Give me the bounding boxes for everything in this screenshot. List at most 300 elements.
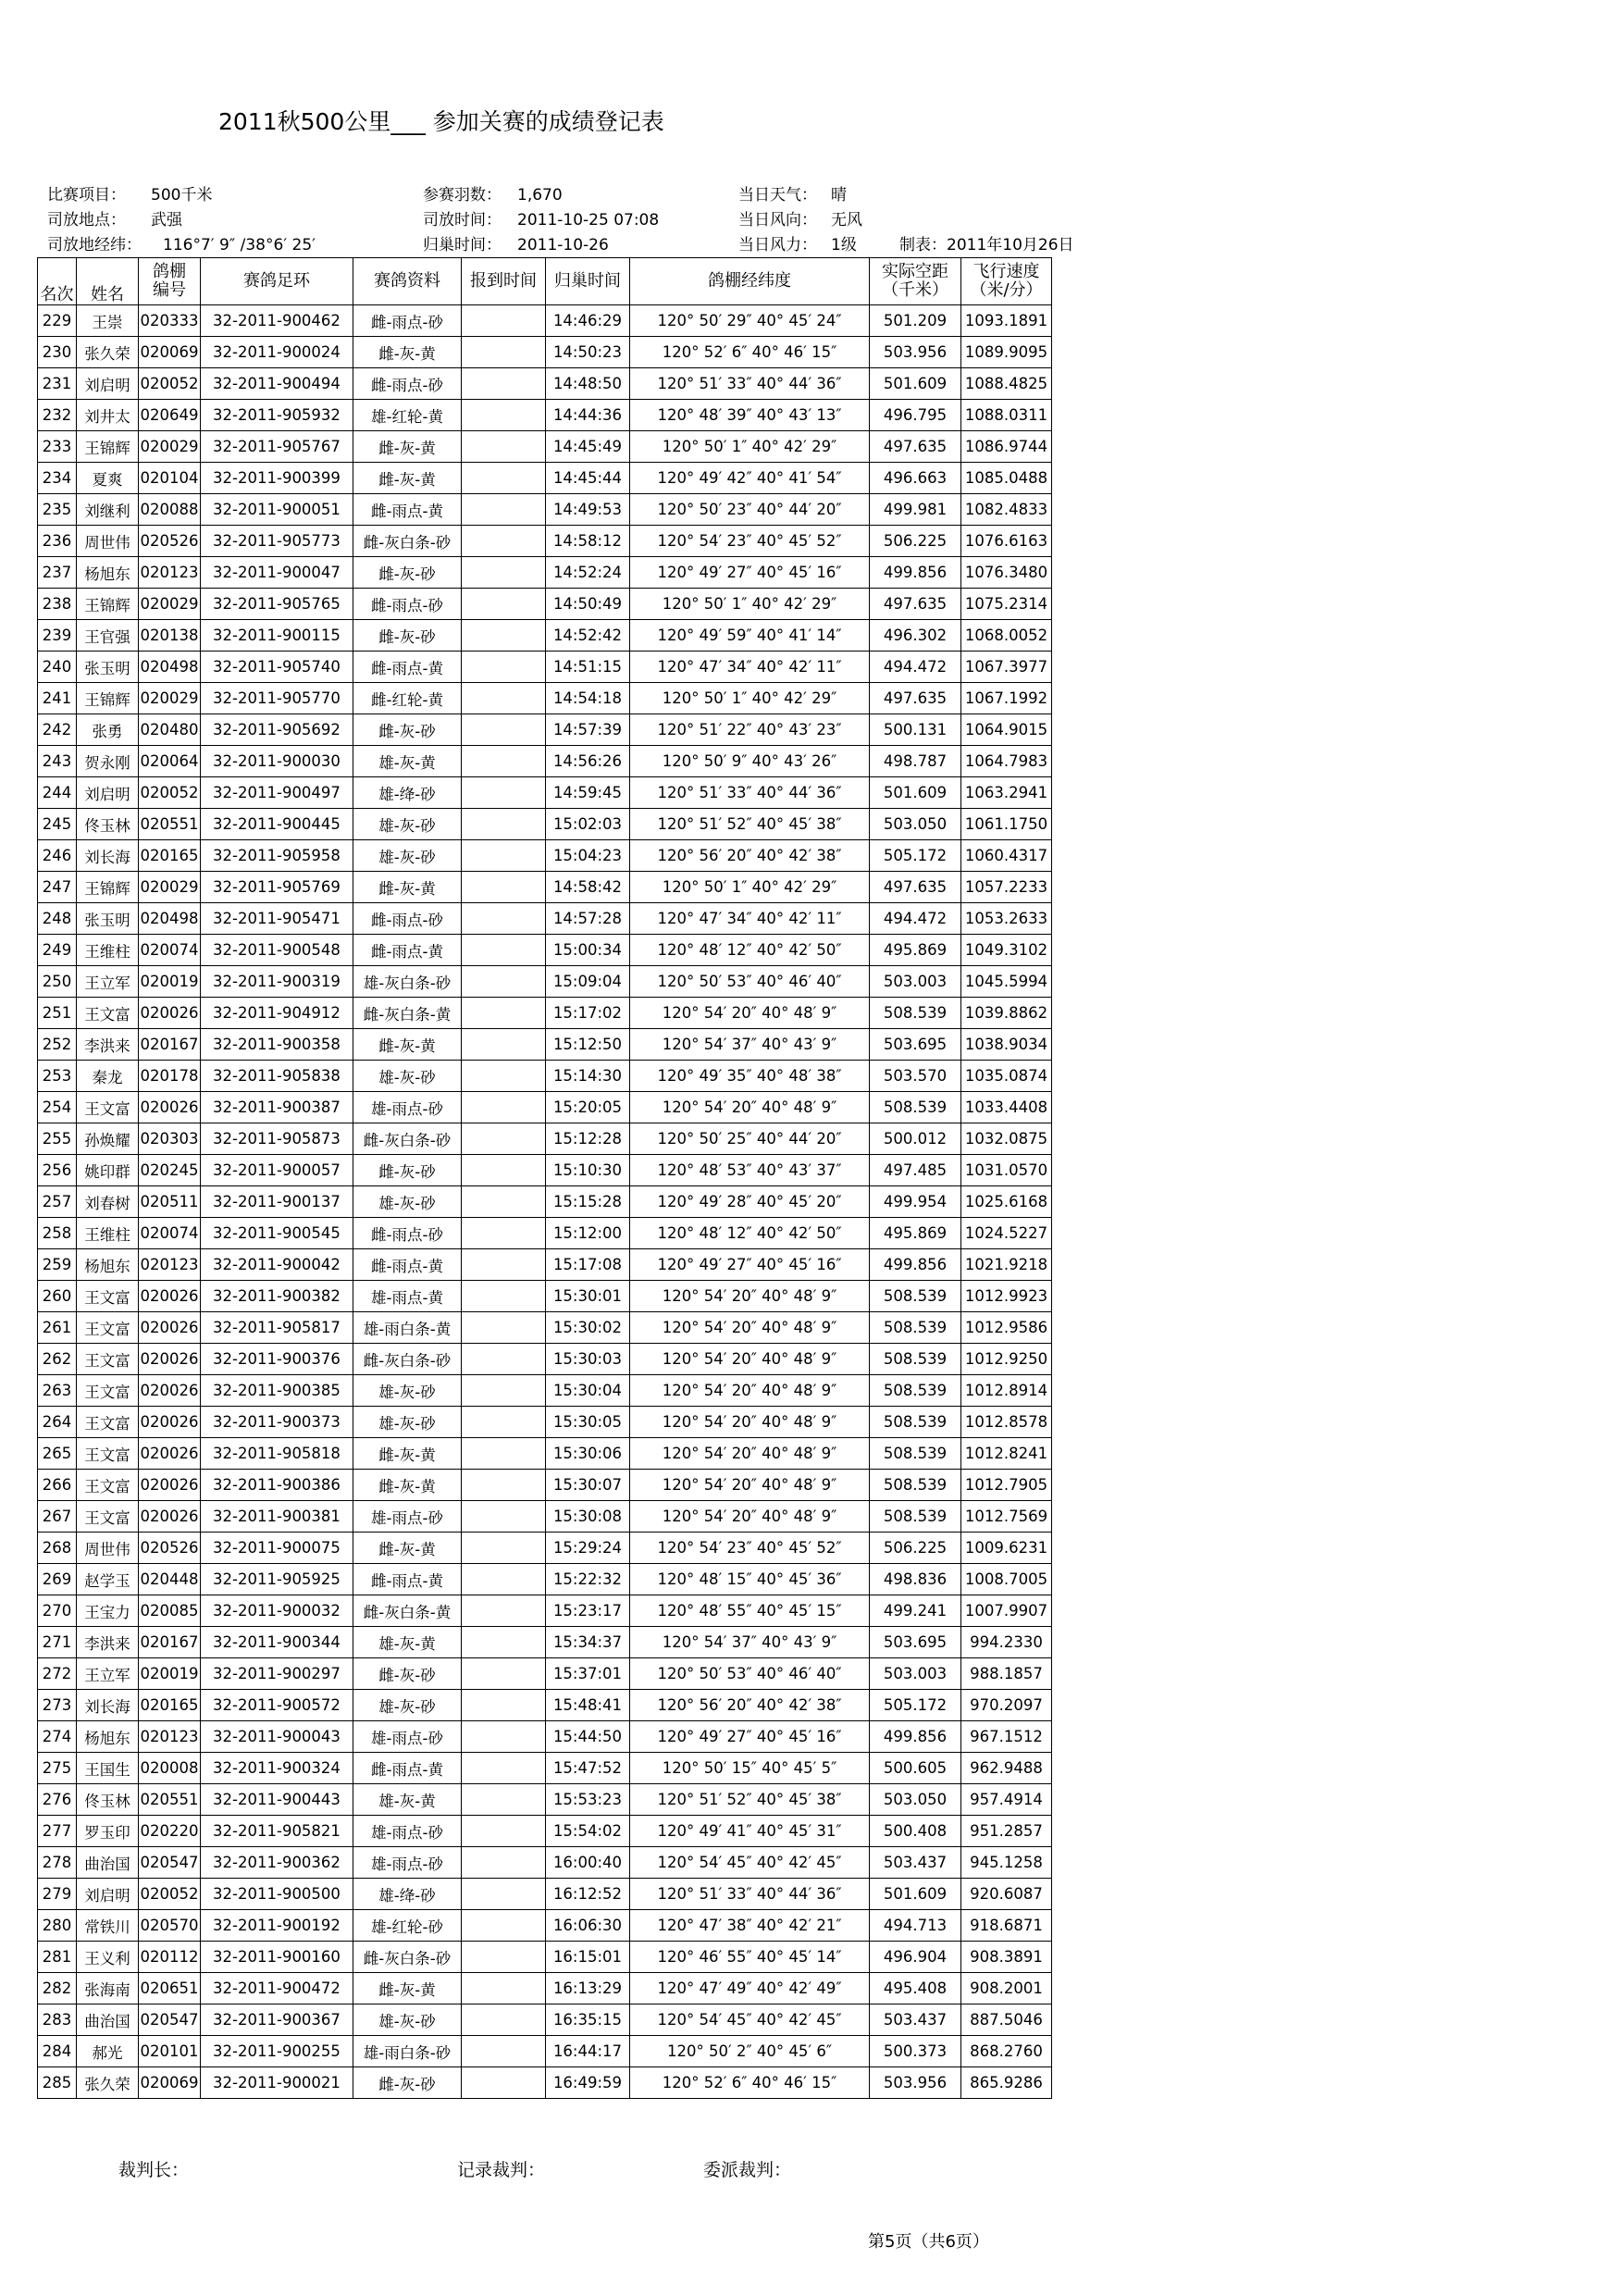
rank-cell: 265: [38, 1438, 77, 1470]
rank-cell: 268: [38, 1533, 77, 1564]
name-cell: 王文富: [77, 998, 139, 1029]
coords-cell: 120° 50′ 53″ 40° 46′ 40″: [630, 966, 870, 998]
table-row: [38, 2036, 1052, 2067]
table-row: [38, 1375, 1052, 1407]
coords-cell: 120° 56′ 20″ 40° 42′ 38″: [630, 1690, 870, 1721]
bird-cell: 雌-灰-黄: [353, 463, 462, 494]
rank-cell: 246: [38, 840, 77, 872]
name-cell: 杨旭东: [77, 1249, 139, 1281]
bird-cell: 雌-灰-黄: [353, 1533, 462, 1564]
distance-cell: 508.539: [870, 1407, 961, 1438]
coords-cell: 120° 48′ 53″ 40° 43′ 37″: [630, 1155, 870, 1186]
table-row: [38, 1847, 1052, 1879]
distance-cell: 501.209: [870, 305, 961, 337]
name-cell: 王文富: [77, 1438, 139, 1470]
bird-cell: 雄-雨点-砂: [353, 1721, 462, 1753]
bird-cell: 雌-灰白条-砂: [353, 1344, 462, 1375]
speed-cell: 970.2097: [961, 1690, 1052, 1721]
ring-cell: 32-2011-900381: [201, 1501, 353, 1533]
rank-cell: 270: [38, 1595, 77, 1627]
report-time-cell: [462, 1721, 546, 1753]
arrival-time-cell: 16:06:30: [546, 1910, 630, 1942]
coords-cell: 120° 46′ 55″ 40° 45′ 14″: [630, 1942, 870, 1973]
coords-cell: 120° 54′ 20″ 40° 48′ 9″: [630, 1470, 870, 1501]
bird-cell: 雄-灰-砂: [353, 809, 462, 840]
distance-cell: 496.904: [870, 1942, 961, 1973]
bird-cell: 雌-灰-黄: [353, 1470, 462, 1501]
ring-cell: 32-2011-900057: [201, 1155, 353, 1186]
ring-cell: 32-2011-900255: [201, 2036, 353, 2067]
coords-cell: 120° 51′ 33″ 40° 44′ 36″: [630, 368, 870, 400]
coords-cell: 120° 50′ 53″ 40° 46′ 40″: [630, 1658, 870, 1690]
bird-cell: 雄-雨点-砂: [353, 1092, 462, 1123]
speed-cell: 1012.9923: [961, 1281, 1052, 1312]
rank-cell: 259: [38, 1249, 77, 1281]
table-row: [38, 1186, 1052, 1218]
ring-cell: 32-2011-905740: [201, 652, 353, 683]
loft-id-cell: 020026: [139, 1438, 201, 1470]
coords-cell: 120° 51′ 33″ 40° 44′ 36″: [630, 1879, 870, 1910]
loft-id-cell: 020085: [139, 1595, 201, 1627]
speed-cell: 868.2760: [961, 2036, 1052, 2067]
table-row: [38, 305, 1052, 337]
coords-cell: 120° 54′ 23″ 40° 45′ 52″: [630, 1533, 870, 1564]
coords-cell: 120° 50′ 2″ 40° 45′ 6″: [630, 2036, 870, 2067]
ring-cell: 32-2011-905765: [201, 589, 353, 620]
coords-cell: 120° 54′ 45″ 40° 42′ 45″: [630, 2004, 870, 2036]
rank-cell: 237: [38, 557, 77, 589]
coords-cell: 120° 54′ 20″ 40° 48′ 9″: [630, 1312, 870, 1344]
table-row: [38, 1155, 1052, 1186]
loft-id-cell: 020165: [139, 1690, 201, 1721]
name-cell: 贺永刚: [77, 746, 139, 777]
bird-cell: 雄-灰-黄: [353, 1627, 462, 1658]
name-cell: 姚印群: [77, 1155, 139, 1186]
table-row: [38, 777, 1052, 809]
wind-force-label: 当日风力：: [738, 236, 817, 254]
rank-cell: 239: [38, 620, 77, 652]
rank-cell: 251: [38, 998, 77, 1029]
loft-id-cell: 020026: [139, 1470, 201, 1501]
loft-id-cell: 020526: [139, 1533, 201, 1564]
name-cell: 王维柱: [77, 1218, 139, 1249]
delegate-judge-label: 委派裁判：: [703, 2160, 792, 2180]
release-label: 司放时间：: [423, 211, 502, 230]
name-cell: 王维柱: [77, 935, 139, 966]
loft-id-cell: 020019: [139, 1658, 201, 1690]
bird-cell: 雌-灰-黄: [353, 1973, 462, 2004]
speed-cell: 994.2330: [961, 1627, 1052, 1658]
coords-cell: 120° 50′ 9″ 40° 43′ 26″: [630, 746, 870, 777]
loft-id-cell: 020101: [139, 2036, 201, 2067]
report-time-cell: [462, 526, 546, 557]
coords-cell: 120° 54′ 20″ 40° 48′ 9″: [630, 998, 870, 1029]
name-cell: 王锦辉: [77, 683, 139, 714]
name-cell: 刘春树: [77, 1186, 139, 1218]
bird-cell: 雌-灰-黄: [353, 1029, 462, 1061]
ring-cell: 32-2011-900445: [201, 809, 353, 840]
ring-cell: 32-2011-900042: [201, 1249, 353, 1281]
table-row: [38, 1942, 1052, 1973]
table-row: [38, 998, 1052, 1029]
col-name-header: 姓名: [77, 258, 139, 305]
loft-id-cell: 020064: [139, 746, 201, 777]
table-row: [38, 1816, 1052, 1847]
coords-cell: 120° 50′ 1″ 40° 42′ 29″: [630, 872, 870, 903]
coords-label: 司放地经纬：: [47, 236, 142, 254]
bird-cell: 雌-灰-砂: [353, 557, 462, 589]
table-row: [38, 1470, 1052, 1501]
arrival-time-cell: 15:04:23: [546, 840, 630, 872]
name-cell: 周世伟: [77, 1533, 139, 1564]
report-time-cell: [462, 2036, 546, 2067]
rank-cell: 261: [38, 1312, 77, 1344]
report-time-cell: [462, 1123, 546, 1155]
arrival-time-cell: 15:14:30: [546, 1061, 630, 1092]
ring-cell: 32-2011-900192: [201, 1910, 353, 1942]
col-report-header: 报到时间: [462, 258, 546, 305]
table-row: [38, 431, 1052, 463]
rank-cell: 266: [38, 1470, 77, 1501]
name-cell: 张勇: [77, 714, 139, 746]
bird-cell: 雄-雨点-黄: [353, 1281, 462, 1312]
info-weather: [738, 181, 847, 205]
coords-cell: 120° 49′ 35″ 40° 48′ 38″: [630, 1061, 870, 1092]
ring-cell: 32-2011-905770: [201, 683, 353, 714]
speed-cell: 1064.7983: [961, 746, 1052, 777]
distance-cell: 495.869: [870, 1218, 961, 1249]
name-cell: 张玉明: [77, 903, 139, 935]
ring-cell: 32-2011-900137: [201, 1186, 353, 1218]
speed-cell: 1064.9015: [961, 714, 1052, 746]
rank-cell: 233: [38, 431, 77, 463]
coords-cell: 120° 54′ 20″ 40° 48′ 9″: [630, 1281, 870, 1312]
arrival-time-cell: 16:00:40: [546, 1847, 630, 1879]
speed-cell: 1086.9744: [961, 431, 1052, 463]
table-row: [38, 368, 1052, 400]
loft-id-cell: 020570: [139, 1910, 201, 1942]
table-row: [38, 589, 1052, 620]
speed-cell: 1053.2633: [961, 903, 1052, 935]
rank-cell: 257: [38, 1186, 77, 1218]
loft-id-cell: 020511: [139, 1186, 201, 1218]
bird-cell: 雌-雨点-砂: [353, 1218, 462, 1249]
bird-cell: 雄-灰-砂: [353, 1061, 462, 1092]
coords-cell: 120° 56′ 20″ 40° 42′ 38″: [630, 840, 870, 872]
col-ring-header: 赛鸽足环: [201, 258, 353, 305]
table-row: [38, 2067, 1052, 2099]
name-cell: 李洪来: [77, 1029, 139, 1061]
speed-cell: 1021.9218: [961, 1249, 1052, 1281]
table-row: [38, 557, 1052, 589]
loft-id-cell: 020167: [139, 1627, 201, 1658]
loft-id-cell: 020029: [139, 431, 201, 463]
report-time-cell: [462, 1375, 546, 1407]
rank-cell: 273: [38, 1690, 77, 1721]
name-cell: 杨旭东: [77, 1721, 139, 1753]
coords-cell: 120° 48′ 55″ 40° 45′ 15″: [630, 1595, 870, 1627]
coords-cell: 120° 49′ 27″ 40° 45′ 16″: [630, 1249, 870, 1281]
loft-id-cell: 020167: [139, 1029, 201, 1061]
loft-id-cell: 020026: [139, 1501, 201, 1533]
ring-cell: 32-2011-900385: [201, 1375, 353, 1407]
arrival-time-cell: 15:00:34: [546, 935, 630, 966]
loft-id-cell: 020026: [139, 1407, 201, 1438]
coords-cell: 120° 50′ 29″ 40° 45′ 24″: [630, 305, 870, 337]
arrival-time-cell: 14:57:39: [546, 714, 630, 746]
report-time-cell: [462, 1249, 546, 1281]
distance-cell: 508.539: [870, 1375, 961, 1407]
ring-cell: 32-2011-905767: [201, 431, 353, 463]
table-row: [38, 1879, 1052, 1910]
rank-cell: 234: [38, 463, 77, 494]
report-time-cell: [462, 1155, 546, 1186]
ring-cell: 32-2011-900021: [201, 2067, 353, 2099]
speed-cell: 1009.6231: [961, 1533, 1052, 1564]
speed-cell: 1085.0488: [961, 463, 1052, 494]
arrival-time-cell: 14:49:53: [546, 494, 630, 526]
rank-cell: 278: [38, 1847, 77, 1879]
arrival-time-cell: 15:54:02: [546, 1816, 630, 1847]
ring-cell: 32-2011-900115: [201, 620, 353, 652]
rank-cell: 241: [38, 683, 77, 714]
loft-id-cell: 020026: [139, 1281, 201, 1312]
loft-id-cell: 020069: [139, 337, 201, 368]
bird-cell: 雄-灰-黄: [353, 1784, 462, 1816]
report-time-cell: [462, 998, 546, 1029]
page-title: 2011秋500公里___ 参加关赛的成绩登记表: [218, 108, 664, 135]
distance-cell: 503.437: [870, 2004, 961, 2036]
coords-cell: 120° 47′ 38″ 40° 42′ 21″: [630, 1910, 870, 1942]
speed-cell: 908.2001: [961, 1973, 1052, 2004]
arrival-time-cell: 15:30:05: [546, 1407, 630, 1438]
ring-cell: 32-2011-900344: [201, 1627, 353, 1658]
table-row: [38, 1218, 1052, 1249]
name-cell: 刘启明: [77, 777, 139, 809]
coords-cell: 120° 54′ 20″ 40° 48′ 9″: [630, 1438, 870, 1470]
distance-cell: 508.539: [870, 1501, 961, 1533]
coords-cell: 120° 54′ 37″ 40° 43′ 9″: [630, 1627, 870, 1658]
col-coords-header: 鸽棚经纬度: [630, 258, 870, 305]
name-cell: 刘长海: [77, 840, 139, 872]
name-cell: 刘长海: [77, 1690, 139, 1721]
report-time-cell: [462, 431, 546, 463]
name-cell: 秦龙: [77, 1061, 139, 1092]
arrival-time-cell: 15:37:01: [546, 1658, 630, 1690]
distance-cell: 497.635: [870, 872, 961, 903]
ring-cell: 32-2011-900043: [201, 1721, 353, 1753]
name-cell: 刘井太: [77, 400, 139, 431]
distance-cell: 503.956: [870, 2067, 961, 2099]
distance-cell: 499.981: [870, 494, 961, 526]
name-cell: 王立军: [77, 966, 139, 998]
name-cell: 王文富: [77, 1092, 139, 1123]
table-row: [38, 1533, 1052, 1564]
distance-cell: 501.609: [870, 1879, 961, 1910]
rank-cell: 238: [38, 589, 77, 620]
speed-cell: 1008.7005: [961, 1564, 1052, 1595]
arrival-time-cell: 14:45:49: [546, 431, 630, 463]
report-time-cell: [462, 903, 546, 935]
bird-cell: 雌-灰-砂: [353, 714, 462, 746]
name-cell: 曲治国: [77, 1847, 139, 1879]
bird-cell: 雄-绛-砂: [353, 1879, 462, 1910]
loft-id-cell: 020333: [139, 305, 201, 337]
distance-cell: 500.012: [870, 1123, 961, 1155]
made-value: 2011年10月26日: [947, 236, 1074, 254]
record-judge-label: 记录裁判：: [457, 2160, 546, 2180]
rank-cell: 280: [38, 1910, 77, 1942]
loft-id-cell: 020026: [139, 1344, 201, 1375]
report-time-cell: [462, 557, 546, 589]
rank-cell: 285: [38, 2067, 77, 2099]
bird-cell: 雌-灰白条-黄: [353, 998, 462, 1029]
report-time-cell: [462, 683, 546, 714]
table-row: [38, 1438, 1052, 1470]
coords-cell: 120° 48′ 12″ 40° 42′ 50″: [630, 935, 870, 966]
distance-cell: 501.609: [870, 777, 961, 809]
report-time-cell: [462, 840, 546, 872]
distance-cell: 503.570: [870, 1061, 961, 1092]
name-cell: 王义利: [77, 1942, 139, 1973]
info-wind-direction: [738, 206, 862, 230]
name-cell: 曲治国: [77, 2004, 139, 2036]
speed-cell: 1093.1891: [961, 305, 1052, 337]
rank-cell: 240: [38, 652, 77, 683]
distance-cell: 508.539: [870, 1470, 961, 1501]
table-row: [38, 526, 1052, 557]
arrival-time-cell: 14:54:18: [546, 683, 630, 714]
ring-cell: 32-2011-905818: [201, 1438, 353, 1470]
col-rank-header: 名次: [38, 258, 77, 305]
name-cell: 杨旭东: [77, 557, 139, 589]
weather-value: 晴: [831, 186, 847, 205]
arrival-time-cell: 15:30:03: [546, 1344, 630, 1375]
bird-cell: 雌-雨点-砂: [353, 368, 462, 400]
arrival-time-cell: 15:30:02: [546, 1312, 630, 1344]
distance-cell: 499.954: [870, 1186, 961, 1218]
table-row: [38, 966, 1052, 998]
name-cell: 佟玉林: [77, 809, 139, 840]
table-row: [38, 1344, 1052, 1375]
bird-cell: 雄-红轮-黄: [353, 400, 462, 431]
speed-cell: 1035.0874: [961, 1061, 1052, 1092]
report-time-cell: [462, 1973, 546, 2004]
loft-id-cell: 020547: [139, 1847, 201, 1879]
arrival-time-cell: 14:45:44: [546, 463, 630, 494]
ring-cell: 32-2011-900497: [201, 777, 353, 809]
made-label: 制表：: [899, 236, 947, 254]
bird-cell: 雌-灰-砂: [353, 1658, 462, 1690]
speed-cell: 1007.9907: [961, 1595, 1052, 1627]
speed-cell: 1045.5994: [961, 966, 1052, 998]
ring-cell: 32-2011-900367: [201, 2004, 353, 2036]
name-cell: 王宝力: [77, 1595, 139, 1627]
report-time-cell: [462, 1658, 546, 1690]
bird-cell: 雌-雨点-黄: [353, 1564, 462, 1595]
name-cell: 张玉明: [77, 652, 139, 683]
coords-cell: 120° 54′ 23″ 40° 45′ 52″: [630, 526, 870, 557]
speed-cell: 1063.2941: [961, 777, 1052, 809]
coords-cell: 120° 51′ 33″ 40° 44′ 36″: [630, 777, 870, 809]
bird-cell: 雌-雨点-砂: [353, 305, 462, 337]
name-cell: 郝光: [77, 2036, 139, 2067]
coords-cell: 120° 49′ 59″ 40° 41′ 14″: [630, 620, 870, 652]
name-cell: 常铁川: [77, 1910, 139, 1942]
bird-cell: 雌-灰-砂: [353, 1155, 462, 1186]
wind-direction-label: 当日风向：: [738, 211, 817, 230]
distance-cell: 496.663: [870, 463, 961, 494]
arrival-time-cell: 14:50:49: [546, 589, 630, 620]
loft-id-cell: 020026: [139, 1375, 201, 1407]
speed-cell: 1032.0875: [961, 1123, 1052, 1155]
distance-cell: 499.856: [870, 1721, 961, 1753]
loft-id-cell: 020074: [139, 935, 201, 966]
name-cell: 王文富: [77, 1375, 139, 1407]
bird-cell: 雌-灰-砂: [353, 2067, 462, 2099]
rank-cell: 256: [38, 1155, 77, 1186]
report-time-cell: [462, 1533, 546, 1564]
speed-cell: 887.5046: [961, 2004, 1052, 2036]
report-time-cell: [462, 1438, 546, 1470]
page-number: 第5页（共6页）: [868, 2232, 989, 2252]
ring-cell: 32-2011-905773: [201, 526, 353, 557]
speed-cell: 865.9286: [961, 2067, 1052, 2099]
distance-cell: 496.795: [870, 400, 961, 431]
speed-cell: 1038.9034: [961, 1029, 1052, 1061]
report-time-cell: [462, 1092, 546, 1123]
coords-cell: 120° 48′ 39″ 40° 43′ 13″: [630, 400, 870, 431]
info-item: [47, 181, 212, 205]
ring-cell: 32-2011-900373: [201, 1407, 353, 1438]
release-value: 2011-10-25 07:08: [517, 211, 660, 230]
ring-cell: 32-2011-900399: [201, 463, 353, 494]
bird-cell: 雌-灰-黄: [353, 337, 462, 368]
distance-cell: 506.225: [870, 1533, 961, 1564]
table-row: [38, 1721, 1052, 1753]
ring-cell: 32-2011-900324: [201, 1753, 353, 1784]
bird-cell: 雄-雨点-砂: [353, 1847, 462, 1879]
bird-cell: 雄-灰-砂: [353, 1186, 462, 1218]
coords-cell: 120° 54′ 20″ 40° 48′ 9″: [630, 1375, 870, 1407]
distance-cell: 508.539: [870, 1281, 961, 1312]
rank-cell: 276: [38, 1784, 77, 1816]
rank-cell: 283: [38, 2004, 77, 2036]
rank-cell: 262: [38, 1344, 77, 1375]
name-cell: 佟玉林: [77, 1784, 139, 1816]
rank-cell: 236: [38, 526, 77, 557]
report-time-cell: [462, 935, 546, 966]
bird-cell: 雄-灰-砂: [353, 2004, 462, 2036]
distance-cell: 497.635: [870, 683, 961, 714]
report-time-cell: [462, 809, 546, 840]
distance-cell: 497.635: [870, 431, 961, 463]
coords-cell: 120° 49′ 27″ 40° 45′ 16″: [630, 1721, 870, 1753]
ring-cell: 32-2011-900386: [201, 1470, 353, 1501]
name-cell: 张海南: [77, 1973, 139, 2004]
report-time-cell: [462, 368, 546, 400]
ring-cell: 32-2011-905817: [201, 1312, 353, 1344]
table-row: [38, 840, 1052, 872]
table-row: [38, 1029, 1052, 1061]
distance-cell: 500.408: [870, 1816, 961, 1847]
col-distance-header: 实际空距（千米）: [870, 258, 961, 305]
report-time-cell: [462, 1816, 546, 1847]
arrival-time-cell: 14:48:50: [546, 368, 630, 400]
rank-cell: 242: [38, 714, 77, 746]
report-time-cell: [462, 589, 546, 620]
table-row: [38, 1627, 1052, 1658]
